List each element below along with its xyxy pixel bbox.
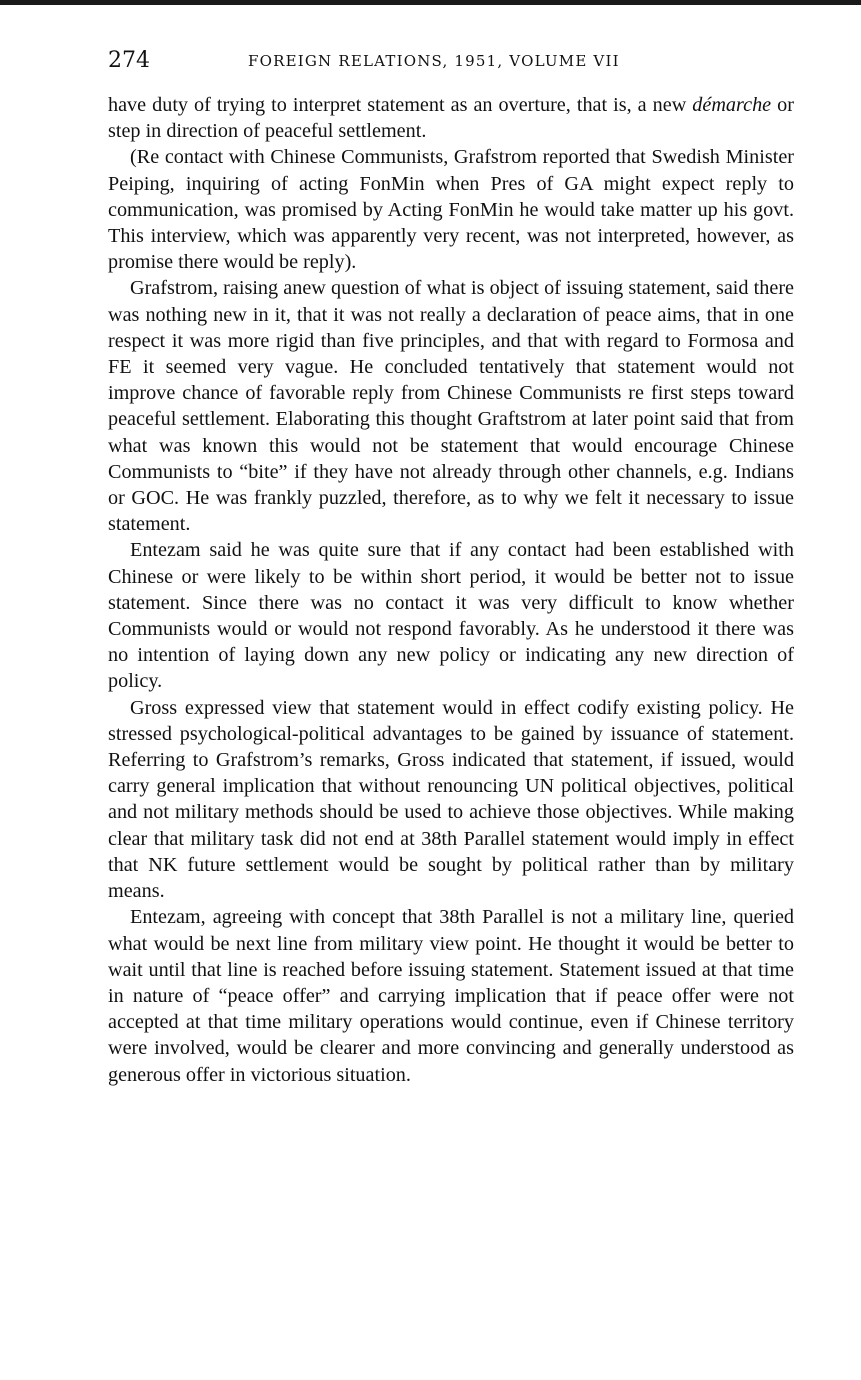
paragraph: Gross expressed view that statement would in effect codify existing policy. He stressed psychological-political advantages to be gained by issuance of statement. Referring to Grafstrom’s remarks, Gross indicated that statement, if issued, would carry general implication that without renouncing UN political objectives, political and not military methods should be used to achieve those objectives. While making clear that military task did not end at 38th Parallel statement would imply in effect that NK future settlement would be sought by political rather than by military means. xyxy=(108,696,794,903)
paragraph-text: or step in direction of peaceful settlement. xyxy=(108,94,794,143)
paragraph: (Re contact with Chinese Communists, Grafstrom reported that Swedish Minister Peiping, inquiring of acting FonMin when Pres of GA might expect reply to communication, was promised by Acting FonMin he would take matter up his govt. This interview, which was apparently very recent, was not interpreted, however, as promise there would be reply). xyxy=(108,146,794,274)
paragraph-continuation xyxy=(108,92,794,144)
page-number: 274 xyxy=(108,48,150,73)
top-border-rule xyxy=(0,0,861,5)
paragraph: Grafstrom, raising anew question of what is object of issuing statement, said there was nothing new in it, that it was not really a declaration of peace aims, that in one respect it was more rigid than five principles, and that with regard to Formosa and FE it seemed very vague. He concluded tentatively that statement would not improve chance of favorable reply from Chinese Communists re first steps toward peaceful settlement. Elaborating this thought Graftstrom at later point said that from what was known this would not be statement that would encourage Chinese Communists to “bite” if they have not already through other channels, e.g. Indians or GOC. He was frankly puzzled, therefore, as to why we felt it necessary to issue statement. xyxy=(108,277,794,536)
document-body xyxy=(108,92,794,1088)
paragraph: Entezam said he was quite sure that if any contact had been established with Chinese or were likely to be within short period, it would be better not to issue statement. Since there was no contact it was very difficult to know whether Communists would or would not respond favorably. As he understood it there was no intention of laying down any new policy or indicating any new direction of policy. xyxy=(108,539,794,693)
page-header xyxy=(108,46,794,76)
running-head: FOREIGN RELATIONS, 1951, VOLUME VII xyxy=(248,52,620,70)
paragraph: Entezam, agreeing with concept that 38th Parallel is not a military line, queried what would be next line from military view point. He thought it would be better to wait until that line is reached before issuing statement. Statement issued at that time in nature of “peace offer” and carrying implication that if peace offer were not accepted at that time military operations would continue, even if Chinese territory were involved, would be clearer and more convincing and generally understood as generous offer in victorious situation. xyxy=(108,906,794,1086)
italic-term: démarche xyxy=(692,94,772,116)
paragraph-text: have duty of trying to interpret statement as an overture, that is, a new xyxy=(108,94,693,116)
